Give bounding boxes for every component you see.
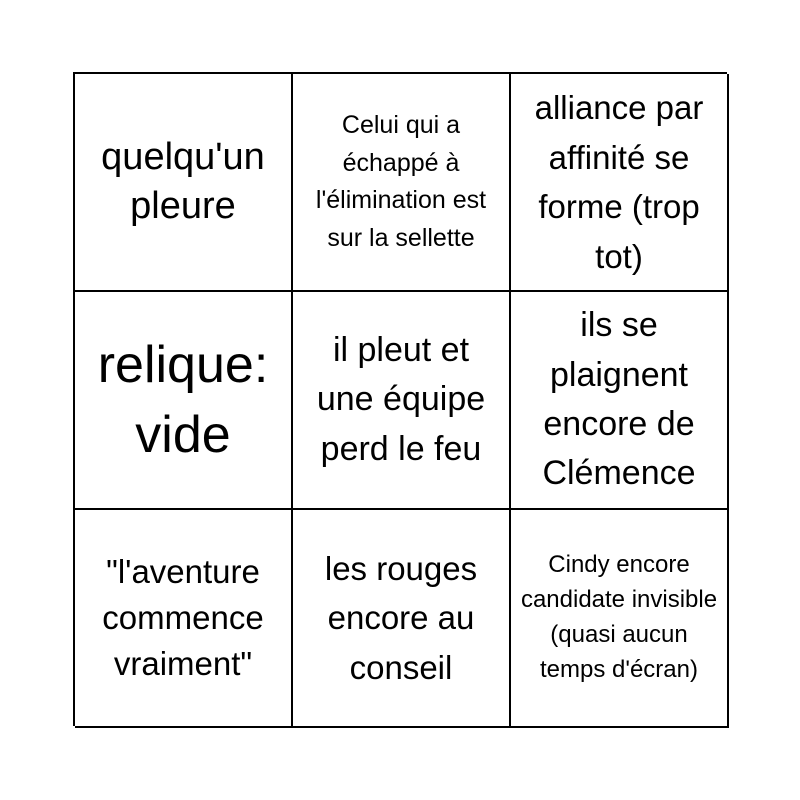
- bingo-cell-1[interactable]: quelqu'un pleure: [75, 74, 293, 292]
- bingo-cell-3[interactable]: alliance par affinité se forme (trop tot): [511, 74, 729, 292]
- bingo-cell-9[interactable]: Cindy encore candidate invisible (quasi aucun temps d'écran): [511, 510, 729, 728]
- bingo-cell-8[interactable]: les rouges encore au conseil: [293, 510, 511, 728]
- bingo-cell-7[interactable]: "l'aventure commence vraiment": [75, 510, 293, 728]
- bingo-board: [73, 72, 727, 726]
- bingo-cell-6[interactable]: ils se plaignent encore de Clémence: [511, 292, 729, 510]
- bingo-cell-4[interactable]: relique: vide: [75, 292, 293, 510]
- bingo-cell-2[interactable]: Celui qui a échappé à l'élimination est sur la sellette: [293, 74, 511, 292]
- bingo-cell-5[interactable]: il pleut et une équipe perd le feu: [293, 292, 511, 510]
